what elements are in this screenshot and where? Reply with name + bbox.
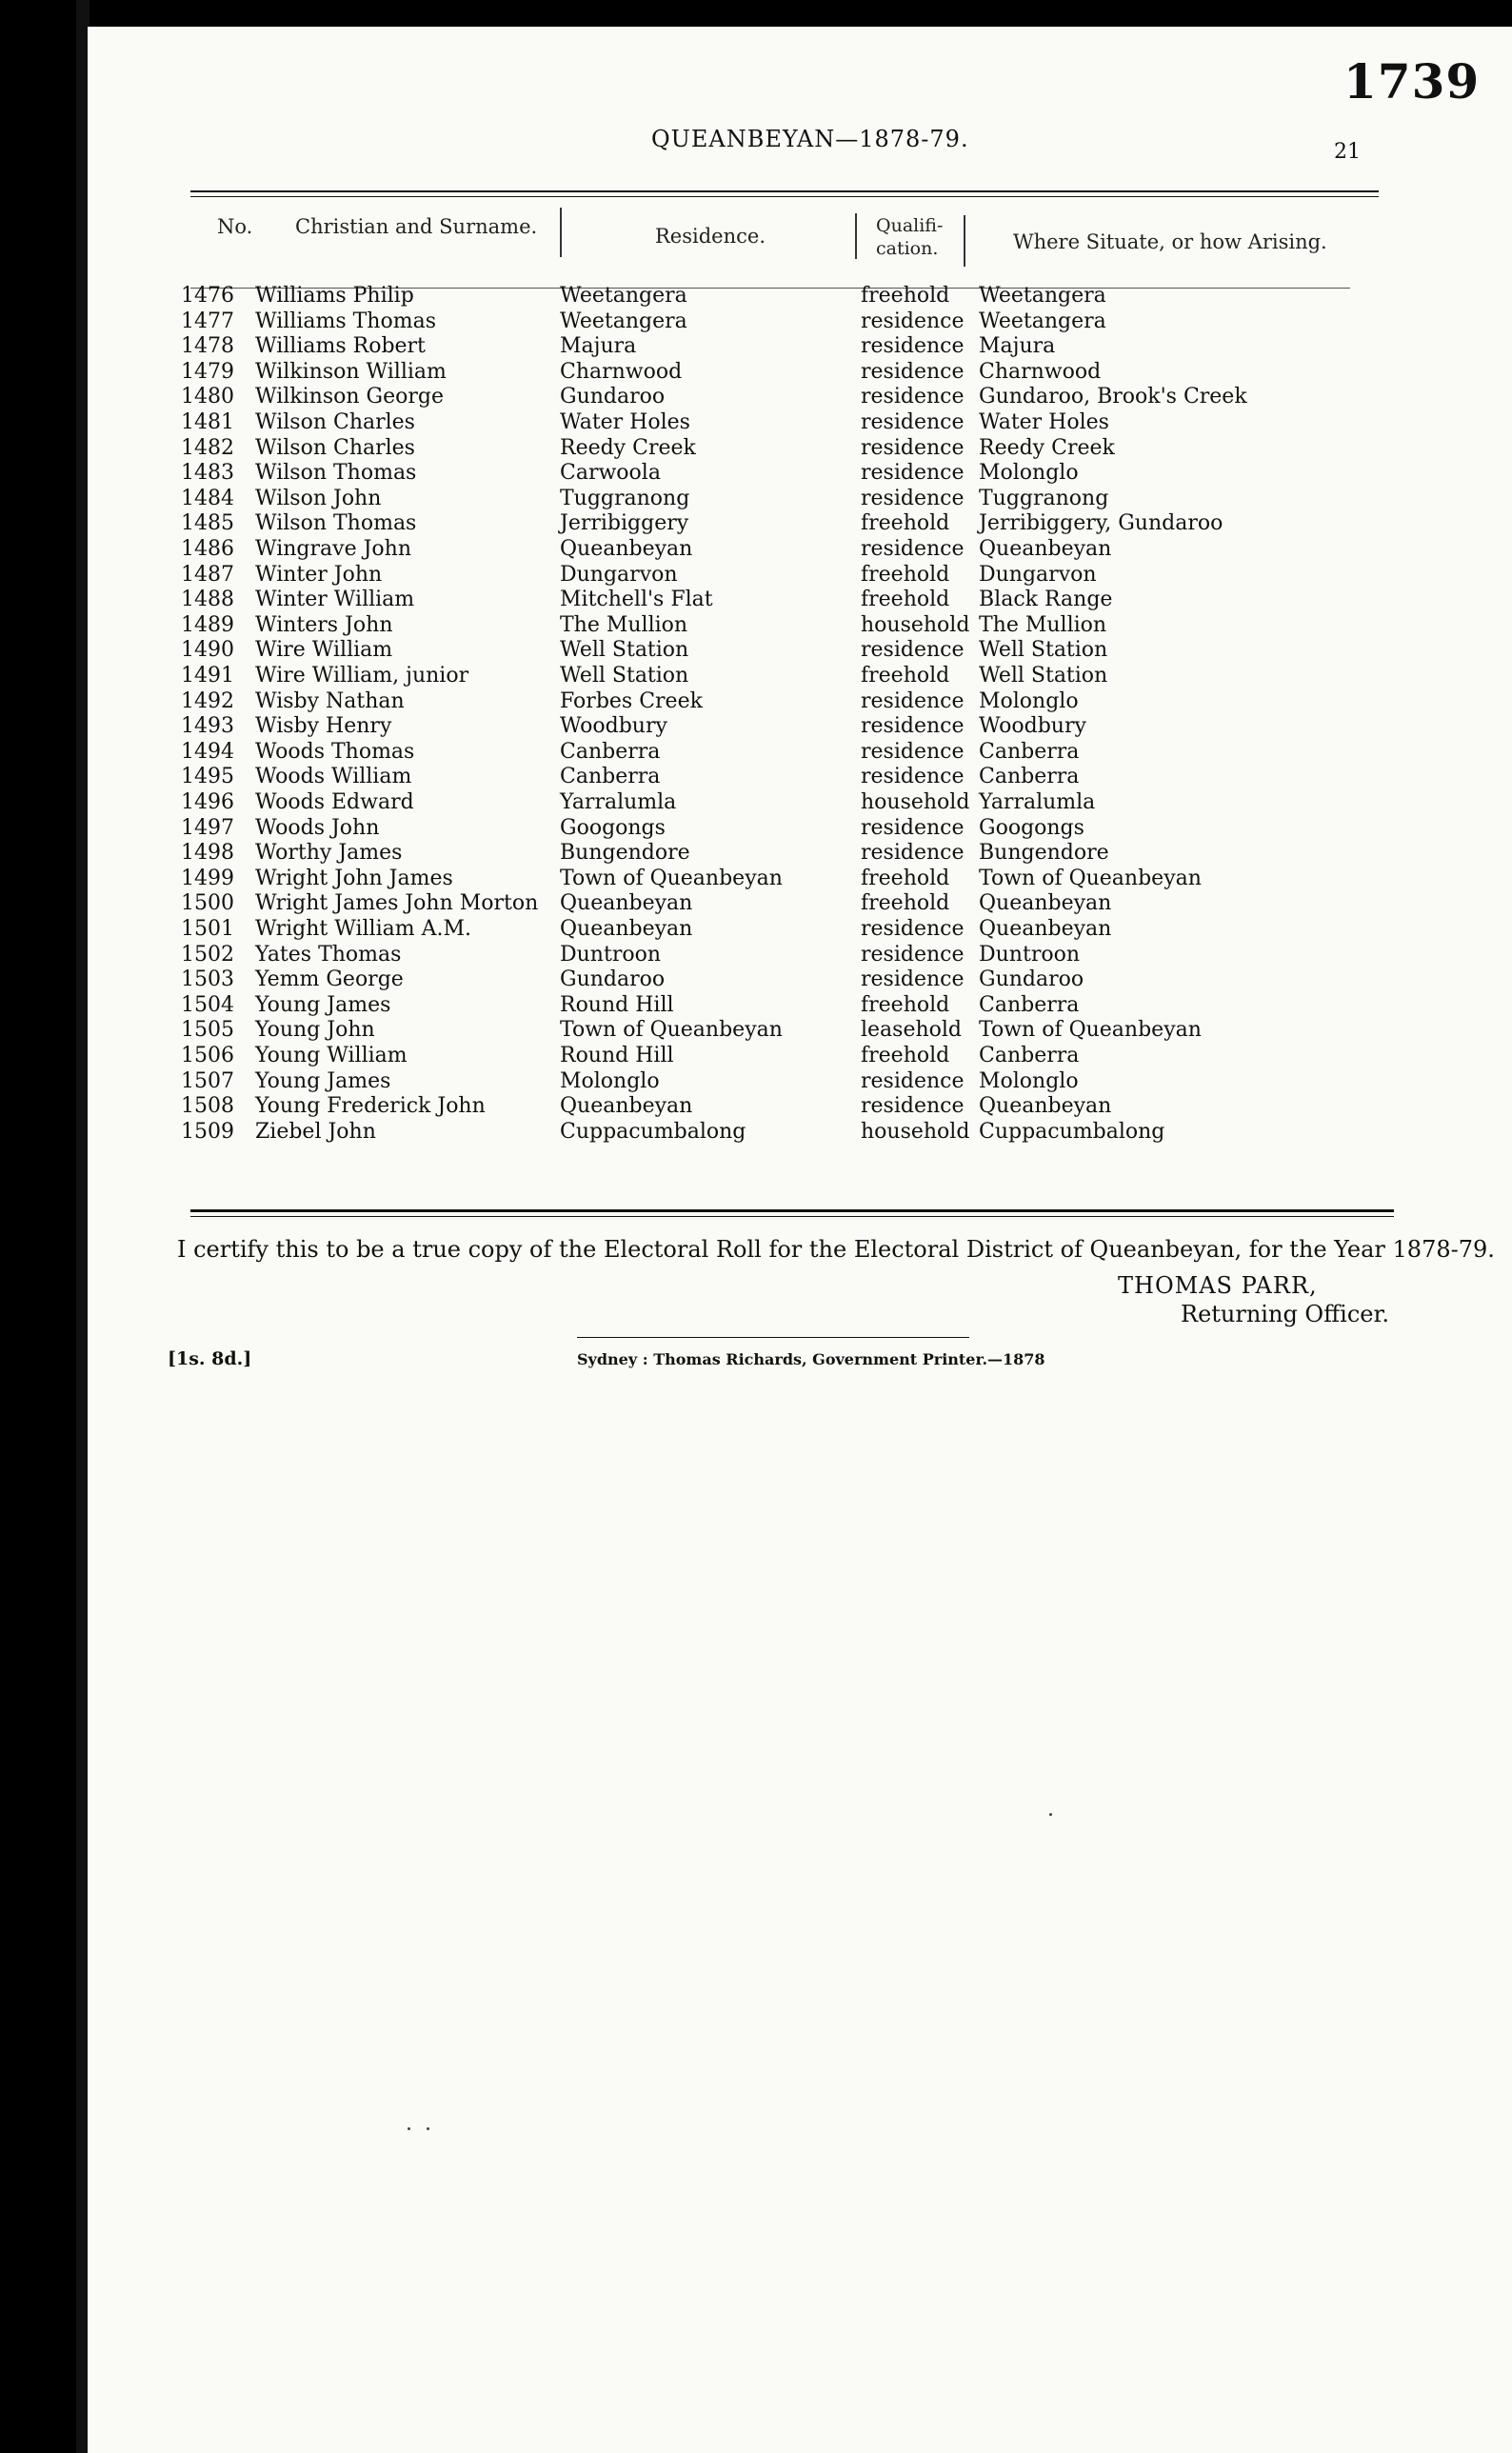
table-row [0,816,1512,841]
cell-where: Duntroon [979,942,1080,967]
cell-name: Winters John [255,612,393,637]
cell-where: Town of Queanbeyan [979,1018,1202,1043]
header-top-rule-thin [190,196,1379,197]
cell-name: Ziebel John [255,1119,376,1144]
cell-qualification: leasehold [861,1018,963,1043]
cell-no: 1504 [181,992,234,1017]
cell-residence: The Mullion [560,612,688,637]
header-top-rule [190,190,1379,192]
table-row [0,867,1512,891]
cell-qualification: residence [861,461,965,486]
cell-name: Yates Thomas [255,942,402,967]
header-no: No. [217,215,253,238]
cell-residence: Googongs [560,815,666,840]
cell-name: Wilson Thomas [255,461,417,486]
table-row [0,740,1512,765]
cell-where: Town of Queanbeyan [979,866,1202,890]
cell-no: 1508 [181,1094,234,1119]
cell-qualification: freehold [861,511,950,536]
cell-where: Tuggranong [979,486,1109,510]
signer-name: THOMAS PARR, [1118,1272,1318,1299]
cell-qualification: residence [861,486,965,510]
cell-name: Wingrave John [255,537,411,561]
cell-qualification: residence [861,1094,965,1119]
cell-name: Woods Thomas [255,739,415,764]
cell-where: Majura [979,334,1056,359]
cell-qualification: residence [861,688,965,713]
header-separator-3 [964,215,965,267]
cell-where: Jerribiggery, Gundaroo [979,511,1224,536]
cell-residence: Weetangera [560,309,687,333]
cell-no: 1507 [181,1068,234,1093]
scan-speck [408,2127,410,2130]
cell-residence: Round Hill [560,992,674,1017]
cell-qualification: freehold [861,588,950,612]
cell-no: 1502 [181,942,234,967]
table-row [0,943,1512,967]
table-row [0,1069,1512,1094]
cell-qualification: residence [861,410,965,434]
cell-no: 1500 [181,891,234,916]
cell-where: The Mullion [979,612,1107,637]
cell-name: Young Frederick John [255,1094,486,1119]
cell-no: 1505 [181,1018,234,1043]
cell-residence: Cuppacumbalong [560,1119,746,1144]
cell-where: Molonglo [979,1068,1079,1093]
cell-name: Wilson Charles [255,435,415,460]
cell-where: Gundaroo, Brook's Creek [979,385,1247,409]
cell-residence: Well Station [560,638,689,663]
cell-no: 1490 [181,638,234,663]
cell-name: Woods William [255,765,412,789]
cell-where: Charnwood [979,359,1102,384]
cell-residence: Town of Queanbeyan [560,1018,783,1043]
cell-residence: Gundaroo [560,385,666,409]
table-row [0,790,1512,815]
cell-residence: Queanbeyan [560,537,693,561]
table-row [0,588,1512,612]
cell-where: Dungarvon [979,562,1097,587]
cell-residence: Charnwood [560,359,683,384]
cell-no: 1501 [181,917,234,941]
header-separator-2 [855,213,857,259]
cell-no: 1494 [181,739,234,764]
table-row [0,385,1512,409]
cell-name: Wire William [255,638,393,663]
cell-residence: Reedy Creek [560,435,696,460]
page-title: QUEANBEYAN—1878-79. [651,126,969,152]
cell-residence: Dungarvon [560,562,678,587]
cell-name: Wisby Nathan [255,688,405,713]
cell-name: Worthy James [255,841,403,866]
cell-qualification: freehold [861,562,950,587]
cell-qualification: freehold [861,866,950,890]
cell-no: 1482 [181,435,234,460]
cell-where: Canberra [979,739,1080,764]
cell-where: Cuppacumbalong [979,1119,1165,1144]
signature-mark: 21 [1334,140,1361,164]
cell-residence: Bungendore [560,841,690,866]
cell-residence: Yarralumla [560,790,677,814]
cell-where: Googongs [979,815,1084,840]
cell-qualification: residence [861,638,965,663]
cell-where: Queanbeyan [979,917,1112,941]
cell-residence: Canberra [560,739,661,764]
cell-no: 1476 [181,284,234,308]
cell-qualification: household [861,612,970,637]
cell-where: Weetangera [979,284,1106,308]
table-row [0,917,1512,942]
cell-qualification: residence [861,359,965,384]
price-mark: [1s. 8d.] [168,1348,252,1369]
cell-no: 1497 [181,815,234,840]
cell-name: Wire William, junior [255,664,469,688]
cell-residence: Queanbeyan [560,917,693,941]
cell-residence: Gundaroo [560,967,666,992]
signer-title: Returning Officer. [1181,1301,1389,1327]
cell-where: Woodbury [979,714,1086,739]
cell-where: Yarralumla [979,790,1096,814]
cell-qualification: residence [861,385,965,409]
cell-name: Winter William [255,588,415,612]
table-row [0,1044,1512,1068]
table-row [0,689,1512,714]
cell-qualification: residence [861,967,965,992]
cell-name: Yemm George [255,967,404,992]
header-name: Christian and Surname. [295,215,538,238]
cell-name: Young James [255,1068,391,1093]
table-row [0,993,1512,1018]
cell-where: Canberra [979,765,1080,789]
cell-name: Young John [255,1018,375,1043]
table-row [0,461,1512,486]
footer-rule-thick [190,1209,1394,1212]
cell-residence: Water Holes [560,410,690,434]
footer-rule-thin [190,1216,1394,1217]
table-row [0,765,1512,789]
table-row [0,284,1512,309]
cell-name: Woods John [255,815,380,840]
cell-no: 1488 [181,588,234,612]
cell-no: 1493 [181,714,234,739]
cell-qualification: residence [861,815,965,840]
cell-name: Wright John James [255,866,453,890]
cell-no: 1499 [181,866,234,890]
cell-name: Wright William A.M. [255,917,472,941]
cell-residence: Round Hill [560,1044,674,1067]
table-row [0,436,1512,461]
table-row [0,511,1512,536]
header-residence: Residence. [655,225,766,248]
cell-residence: Carwoola [560,461,661,486]
cell-qualification: residence [861,309,965,333]
cell-name: Wilkinson William [255,359,447,384]
cell-where: Queanbeyan [979,1094,1112,1119]
cell-no: 1498 [181,841,234,866]
cell-name: Williams Philip [255,284,414,308]
cell-where: Well Station [979,664,1108,688]
header-where: Where Situate, or how Arising. [1013,230,1327,253]
cell-residence: Forbes Creek [560,688,703,713]
cell-qualification: freehold [861,992,950,1017]
cell-where: Water Holes [979,410,1109,434]
cell-where: Canberra [979,992,1080,1017]
cell-residence: Tuggranong [560,486,690,510]
cell-name: Young William [255,1044,408,1067]
cell-residence: Jerribiggery [560,511,689,536]
cell-residence: Town of Queanbeyan [560,866,783,890]
printer-imprint: Sydney : Thomas Richards, Government Printer.—1878 [577,1350,1045,1368]
cell-no: 1483 [181,461,234,486]
cell-no: 1491 [181,664,234,688]
cell-where: Molonglo [979,688,1079,713]
table-row [0,1120,1512,1145]
cell-qualification: residence [861,942,965,967]
cell-no: 1486 [181,537,234,561]
cell-where: Bungendore [979,841,1109,866]
cell-qualification: residence [861,435,965,460]
cell-name: Williams Thomas [255,309,436,333]
cell-where: Queanbeyan [979,891,1112,916]
cell-where: Canberra [979,1044,1080,1067]
cell-name: Woods Edward [255,790,414,814]
cell-no: 1487 [181,562,234,587]
table-row [0,967,1512,992]
table-row [0,537,1512,562]
cell-qualification: household [861,790,970,814]
cell-residence: Mitchell's Flat [560,588,713,612]
cell-residence: Queanbeyan [560,1094,693,1119]
cell-qualification: freehold [861,891,950,916]
cell-residence: Weetangera [560,284,687,308]
printer-rule [577,1337,969,1338]
cell-no: 1509 [181,1119,234,1144]
table-row [0,714,1512,739]
cell-qualification: freehold [861,1044,950,1067]
cell-name: Winter John [255,562,383,587]
header-qualification-2: cation. [876,238,939,259]
cell-qualification: residence [861,765,965,789]
cell-name: Wilkinson George [255,385,444,409]
table-row [0,410,1512,435]
table-row [0,664,1512,688]
cell-no: 1477 [181,309,234,333]
header-qualification-1: Qualifi- [876,215,944,236]
cell-no: 1489 [181,612,234,637]
cell-name: Wilson John [255,486,382,510]
cell-qualification: residence [861,1068,965,1093]
cell-name: Young James [255,992,391,1017]
table-row [0,563,1512,588]
table-row [0,1018,1512,1043]
cell-where: Gundaroo [979,967,1084,992]
cell-where: Black Range [979,588,1113,612]
cell-residence: Molonglo [560,1068,660,1093]
cell-qualification: residence [861,537,965,561]
cell-qualification: freehold [861,284,950,308]
cell-residence: Duntroon [560,942,661,967]
cell-no: 1496 [181,790,234,814]
cell-no: 1495 [181,765,234,789]
table-row [0,841,1512,866]
cell-name: Wilson Thomas [255,511,417,536]
cell-name: Williams Robert [255,334,426,359]
cell-qualification: household [861,1119,970,1144]
table-row [0,1094,1512,1119]
cell-name: Wisby Henry [255,714,392,739]
table-row [0,891,1512,916]
cell-where: Well Station [979,638,1108,663]
cell-no: 1506 [181,1044,234,1067]
cell-residence: Majura [560,334,637,359]
cell-no: 1481 [181,410,234,434]
cell-no: 1492 [181,688,234,713]
cell-where: Weetangera [979,309,1106,333]
table-row [0,360,1512,385]
cell-no: 1479 [181,359,234,384]
cell-residence: Queanbeyan [560,891,693,916]
table-row [0,613,1512,638]
cell-no: 1478 [181,334,234,359]
scan-speck [1049,1813,1052,1816]
cell-qualification: residence [861,917,965,941]
certification-text: I certify this to be a true copy of the Electoral Roll for the Electoral District of Queanbeyan, for the Year 1878-79. [177,1236,1495,1263]
cell-no: 1503 [181,967,234,992]
cell-where: Reedy Creek [979,435,1115,460]
cell-qualification: residence [861,739,965,764]
cell-residence: Well Station [560,664,689,688]
table-row [0,309,1512,334]
cell-qualification: residence [861,841,965,866]
cell-qualification: residence [861,714,965,739]
cell-name: Wright James John Morton [255,891,539,916]
scan-speck [427,2127,429,2130]
table-row [0,487,1512,511]
cell-qualification: residence [861,334,965,359]
cell-no: 1485 [181,511,234,536]
cell-qualification: freehold [861,664,950,688]
cell-no: 1480 [181,385,234,409]
table-row [0,334,1512,359]
cell-residence: Woodbury [560,714,667,739]
cell-where: Molonglo [979,461,1079,486]
cell-where: Queanbeyan [979,537,1112,561]
header-separator-1 [560,208,562,257]
cell-no: 1484 [181,486,234,510]
cell-residence: Canberra [560,765,661,789]
table-row [0,638,1512,663]
page-number: 1739 [1343,53,1481,110]
cell-name: Wilson Charles [255,410,415,434]
